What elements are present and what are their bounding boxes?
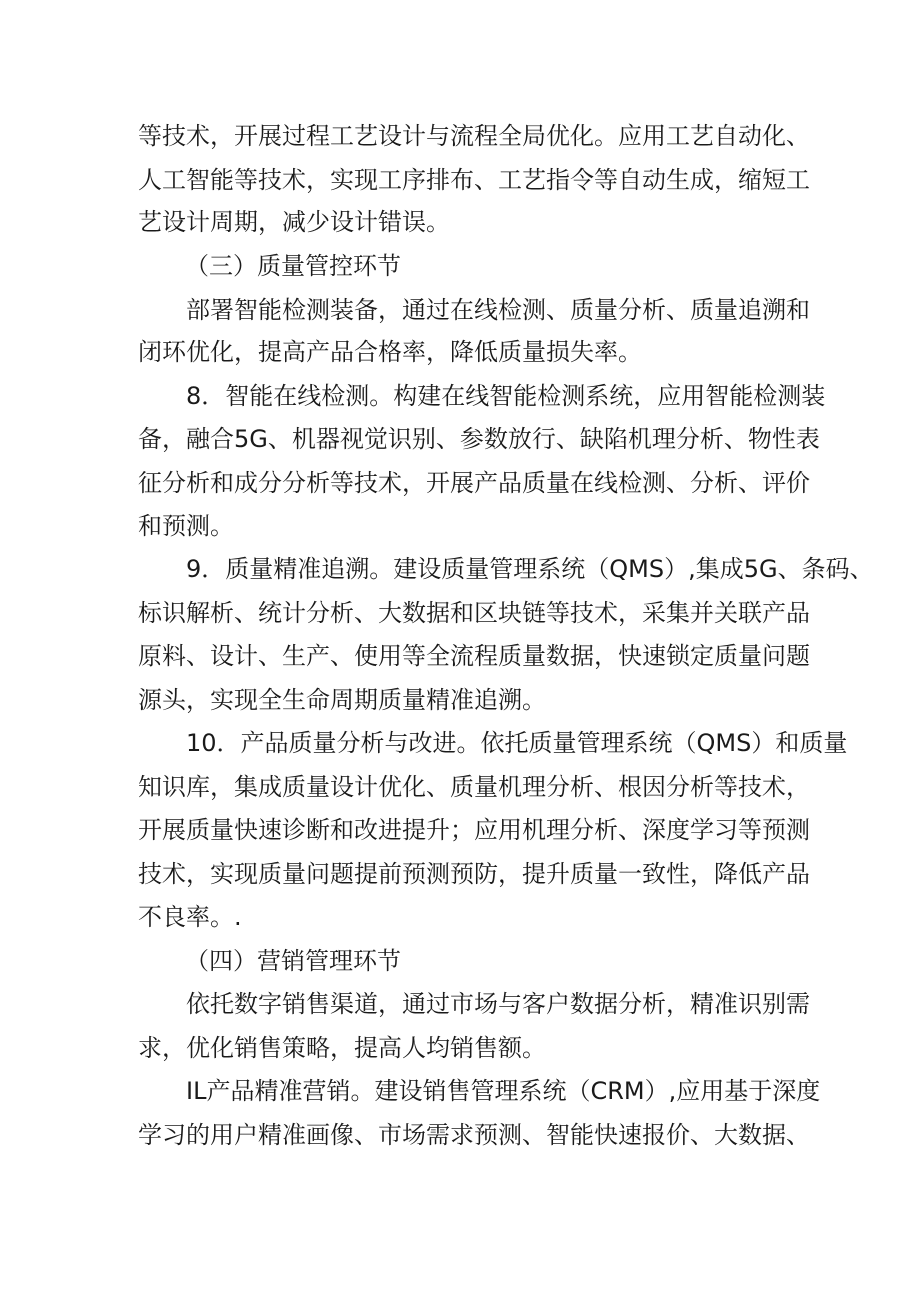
- text-line: 8．智能在线检测。构建在线智能检测系统，应用智能检测装: [186, 382, 826, 410]
- text-line: 10．产品质量分析与改进。依托质量管理系统（QMS）和质量: [186, 729, 848, 757]
- text-line: 艺设计周期，减少设计错误。: [138, 208, 450, 236]
- text-line: 学习的用户精准画像、市场需求预测、智能快速报价、大数据、: [138, 1121, 810, 1149]
- text-line: 征分析和成分分析等技术，开展产品质量在线检测、分析、评价: [138, 469, 810, 497]
- text-line: 开展质量快速诊断和改进提升；应用机理分析、深度学习等预测: [138, 816, 810, 844]
- text-line: 标识解析、统计分析、大数据和区块链等技术，采集并关联产品: [138, 599, 810, 627]
- text-line: IL产品精准营销。建设销售管理系统（CRM）,应用基于深度: [186, 1077, 821, 1105]
- text-line: 和预测。: [138, 512, 234, 540]
- text-line: 不良率。.: [138, 903, 242, 931]
- text-line: 原料、设计、生产、使用等全流程质量数据，快速锁定质量问题: [138, 642, 810, 670]
- text-line: 等技术，开展过程工艺设计与流程全局优化。应用工艺自动化、: [138, 122, 810, 150]
- text-line: 依托数字销售渠道，通过市场与客户数据分析，精准识别需: [186, 990, 810, 1018]
- text-line: 源头，实现全生命周期质量精准追溯。: [138, 686, 546, 714]
- text-line: 知识库，集成质量设计优化、质量机理分析、根因分析等技术，: [138, 773, 810, 801]
- text-line: 人工智能等技术，实现工序排布、工艺指令等自动生成，缩短工: [138, 166, 810, 194]
- text-line: 闭环优化，提高产品合格率，降低质量损失率。: [138, 338, 642, 366]
- section-heading: （三）质量管控环节: [185, 252, 401, 280]
- section-heading: （四）营销管理环节: [185, 947, 401, 975]
- text-line: 求，优化销售策略，提高人均销售额。: [138, 1034, 546, 1062]
- text-line: 备，融合5G、机器视觉识别、参数放行、缺陷机理分析、物性表: [138, 425, 820, 453]
- text-line: 部署智能检测装备，通过在线检测、质量分析、质量追溯和: [186, 296, 810, 324]
- text-line: 技术，实现质量问题提前预测预防，提升质量一致性，降低产品: [138, 860, 810, 888]
- text-line: 9．质量精准追溯。建设质量管理系统（QMS）,集成5G、条码、: [186, 555, 874, 583]
